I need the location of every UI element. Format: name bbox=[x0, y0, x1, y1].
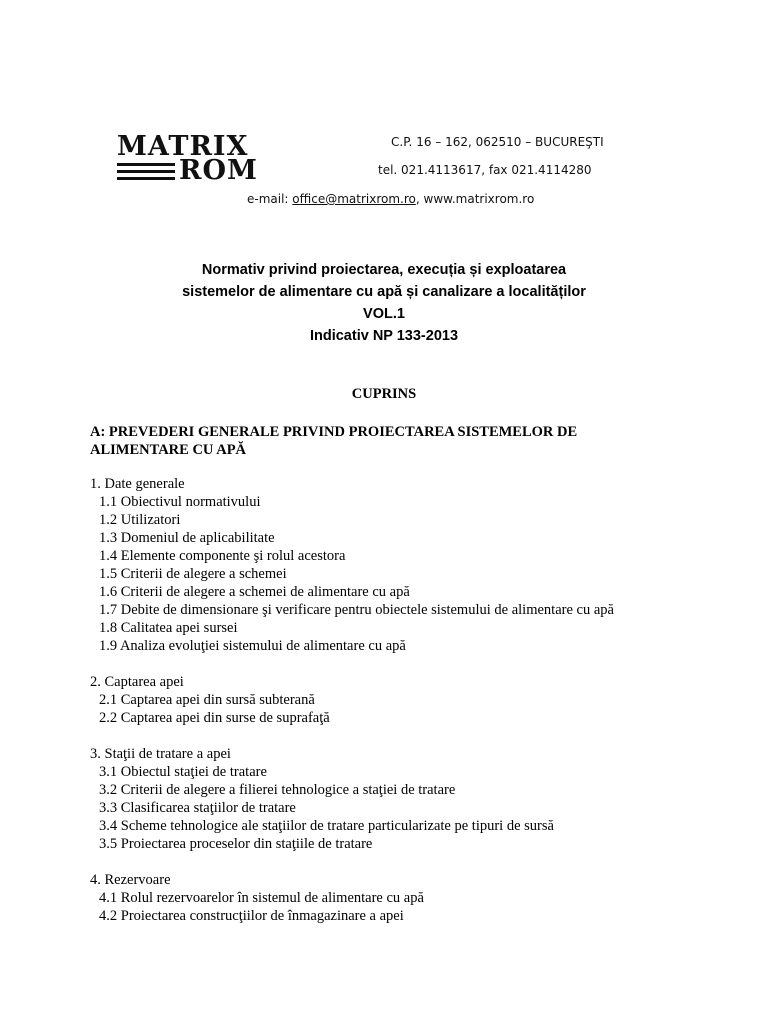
title-line-2: sistemelor de alimentare cu apă și canalizare a localităților bbox=[182, 284, 586, 300]
toc-item: 1.1 Obiectivul normativului bbox=[99, 494, 261, 510]
toc-item: 3.5 Proiectarea proceselor din staţiile de tratare bbox=[99, 836, 373, 852]
contact-email-line bbox=[247, 192, 534, 206]
chapter-heading: 2. Captarea apei bbox=[90, 674, 184, 690]
toc-item: 1.9 Analiza evoluţiei sistemului de alimentare cu apă bbox=[99, 638, 406, 654]
section-a-heading: A: PREVEDERI GENERALE PRIVIND PROIECTAREA SISTEMELOR DE ALIMENTARE CU APĂ bbox=[90, 424, 578, 458]
toc-item: 3.4 Scheme tehnologice ale staţiilor de tratare particularizate pe tipuri de sursă bbox=[99, 818, 554, 834]
title-line-1: Normativ privind proiectarea, execuția și exploatarea bbox=[201, 262, 567, 278]
email-prefix: e-mail: bbox=[247, 192, 293, 206]
toc-item: 4.1 Rolul rezervoarelor în sistemul de alimentare cu apă bbox=[99, 890, 424, 906]
toc-item: 1.5 Criterii de alegere a schemei bbox=[99, 566, 287, 582]
contents-heading: CUPRINS bbox=[351, 386, 417, 402]
web-separator: , bbox=[415, 192, 424, 206]
toc-chapter bbox=[90, 673, 750, 727]
toc-item: 1.4 Elemente componente şi rolul acestora bbox=[99, 548, 346, 564]
toc-item: 1.6 Criterii de alegere a schemei de alimentare cu apă bbox=[99, 584, 410, 600]
toc-item: 3.2 Criterii de alegere a filierei tehnologice a staţiei de tratare bbox=[99, 782, 456, 798]
toc-chapter bbox=[90, 871, 750, 925]
website-link[interactable]: www.matrixrom.ro bbox=[423, 192, 535, 206]
chapter-heading: 3. Staţii de tratare a apei bbox=[90, 746, 231, 762]
toc-item: 1.2 Utilizatori bbox=[99, 512, 181, 528]
toc-item: 4.2 Proiectarea construcţiilor de înmagazinare a apei bbox=[99, 908, 404, 924]
chapter-heading: 1. Date generale bbox=[90, 476, 185, 492]
email-link[interactable]: office@matrixrom.ro bbox=[292, 192, 416, 206]
toc-item: 1.7 Debite de dimensionare şi verificare pentru obiectele sistemului de alimentare cu apă bbox=[99, 602, 614, 618]
toc-item: 2.1 Captarea apei din sursă subterană bbox=[99, 692, 315, 708]
toc-chapter bbox=[90, 745, 750, 853]
logo-text-top: MATRIX bbox=[117, 131, 249, 162]
logo-text-bottom: ROM bbox=[179, 155, 258, 186]
toc-chapter bbox=[90, 475, 750, 655]
title-indicativ: Indicativ NP 133-2013 bbox=[309, 328, 459, 344]
title-volume: VOL.1 bbox=[363, 306, 405, 322]
toc-item: 2.2 Captarea apei din surse de suprafaţă bbox=[99, 710, 330, 726]
chapter-heading: 4. Rezervoare bbox=[90, 872, 171, 888]
table-of-contents bbox=[90, 475, 750, 925]
matrixrom-logo bbox=[117, 133, 267, 185]
logo-stripes bbox=[117, 161, 175, 183]
toc-item: 1.3 Domeniul de aplicabilitate bbox=[99, 530, 275, 546]
contact-address: C.P. 16 – 162, 062510 – BUCUREŞTI bbox=[391, 135, 604, 149]
toc-item: 1.8 Calitatea apei sursei bbox=[99, 620, 238, 636]
contact-phone: tel. 021.4113617, fax 021.4114280 bbox=[378, 163, 592, 177]
toc-item: 3.1 Obiectul staţiei de tratare bbox=[99, 764, 267, 780]
toc-item: 3.3 Clasificarea staţiilor de tratare bbox=[99, 800, 296, 816]
